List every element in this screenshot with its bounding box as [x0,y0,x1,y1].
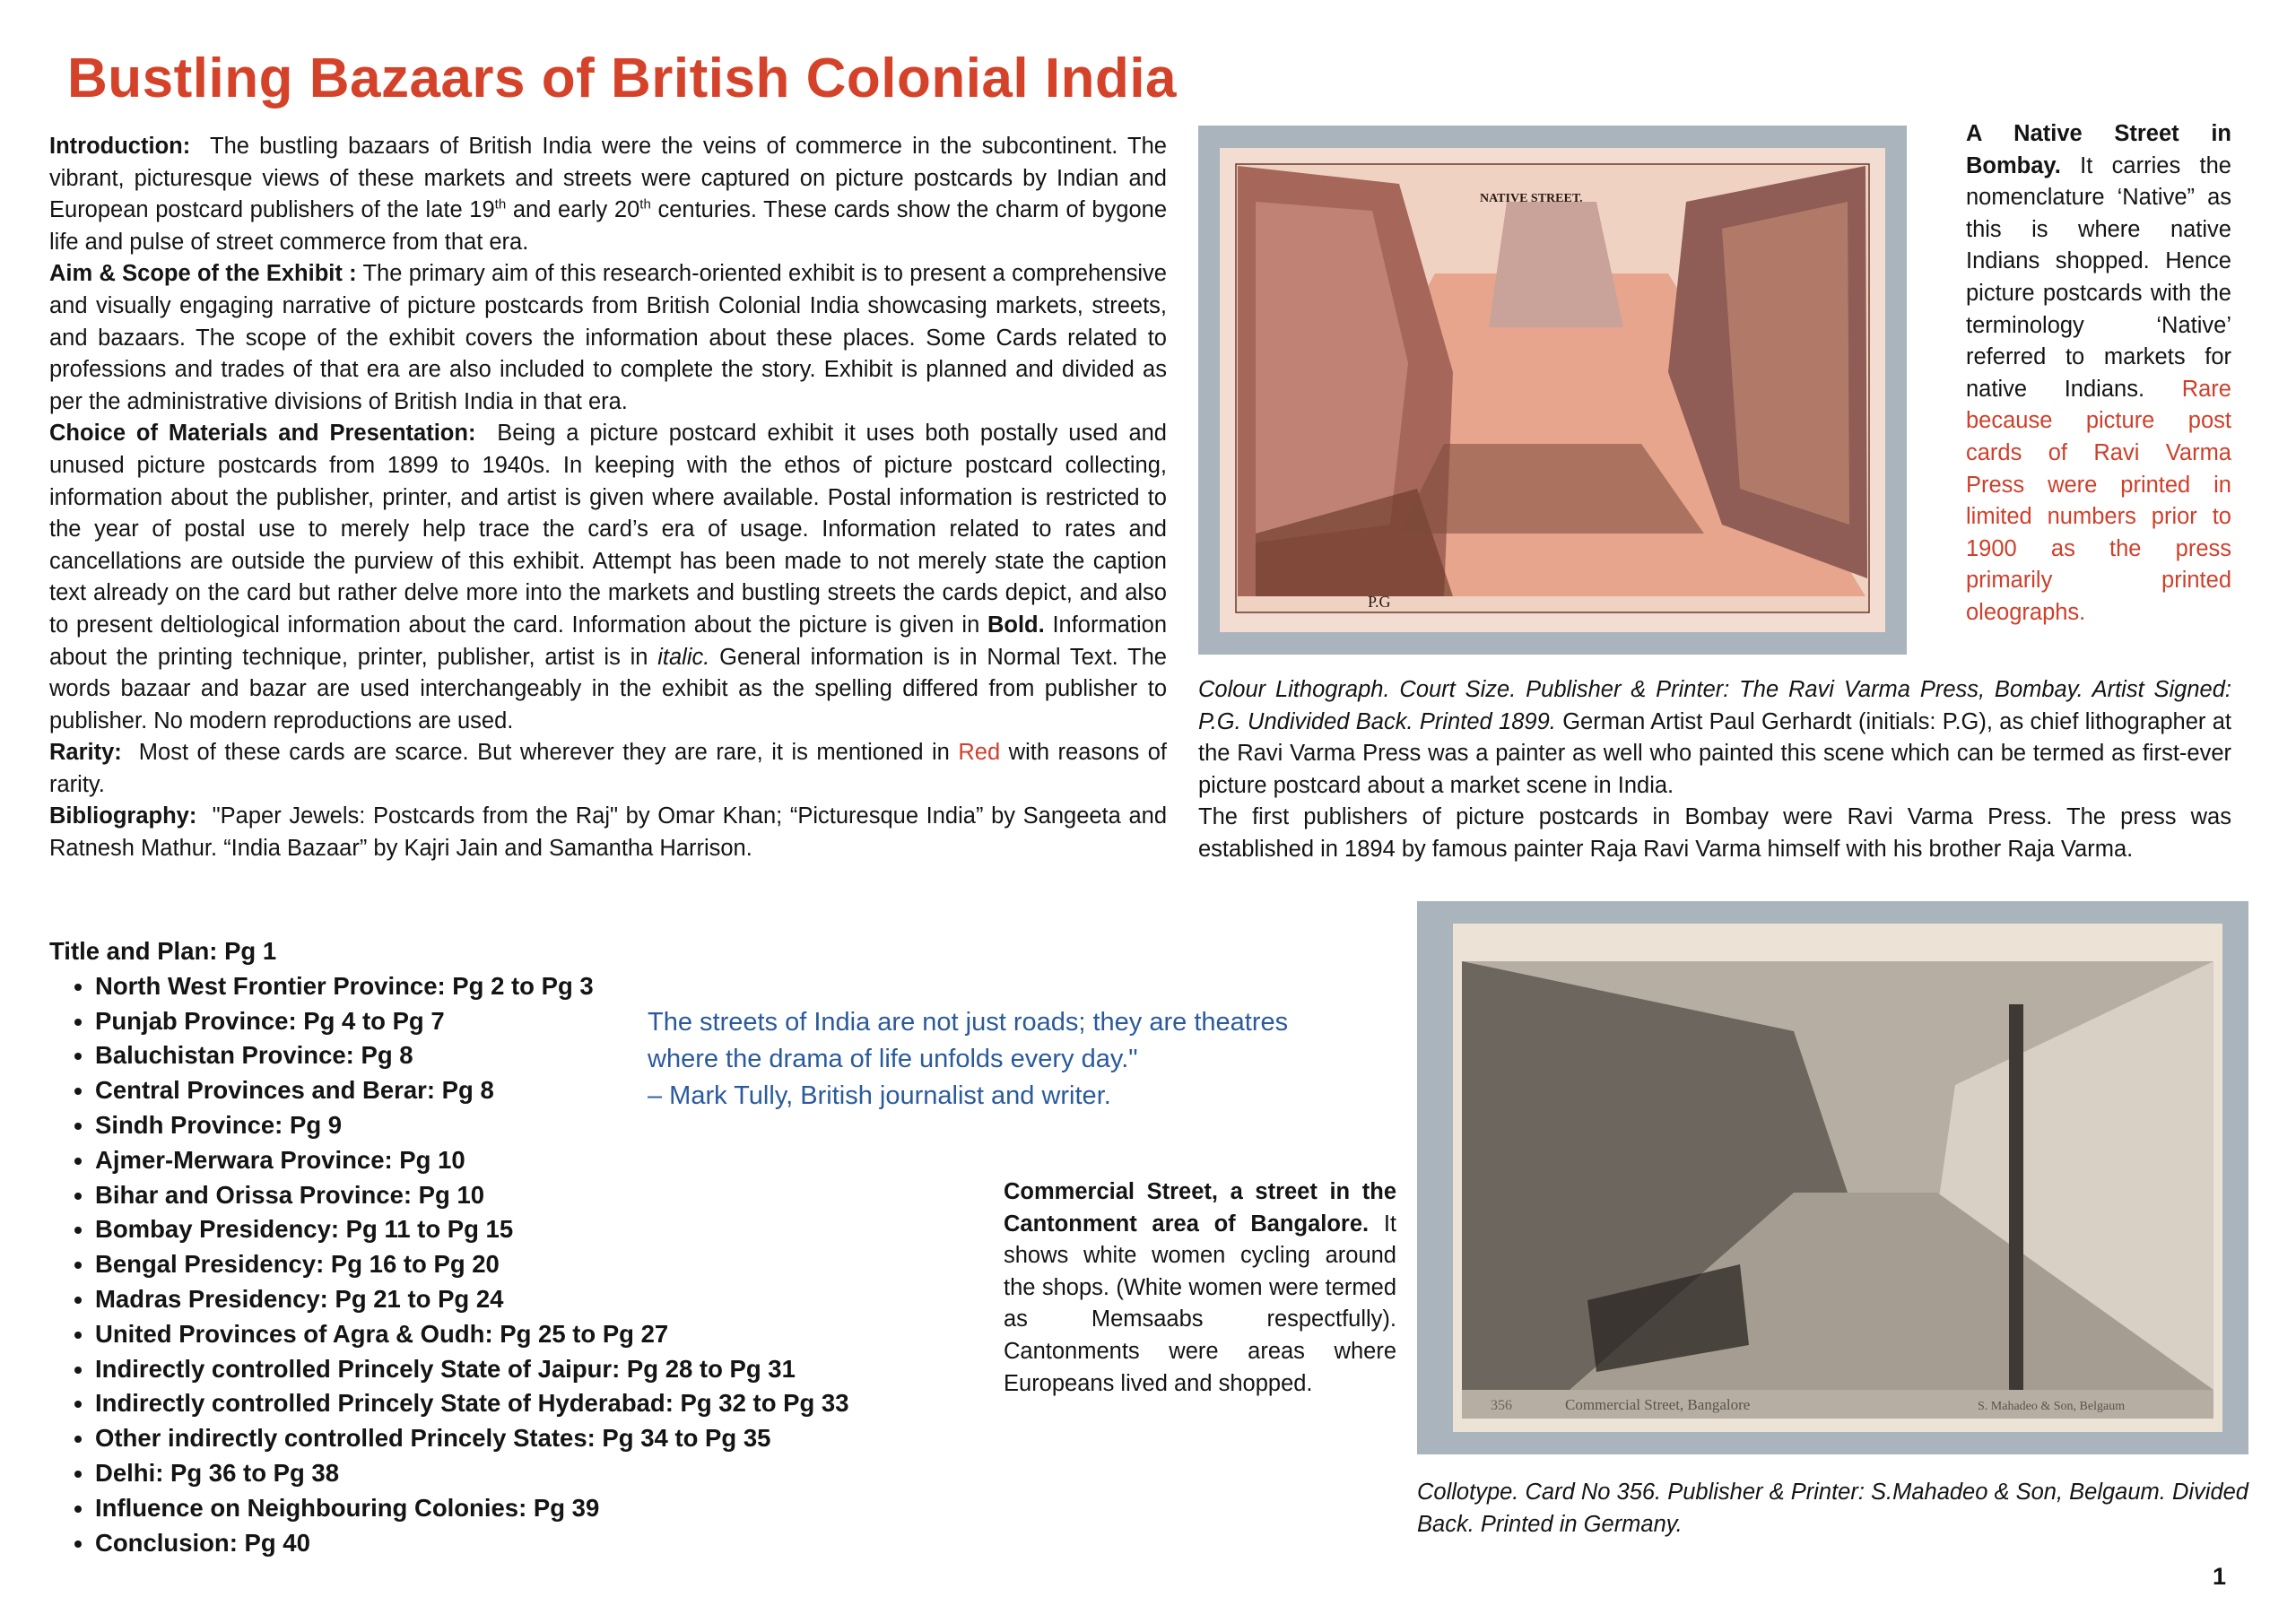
commercial-street-photo [1453,924,2222,1432]
commercial-street-caption: Collotype. Card No 356. Publisher & Printer: S.Mahadeo & Son, Belgaum. Divided Back. Printed in Germany. [1417,1480,2248,1537]
introduction-text-1: The bustling bazaars of British India were the veins of commerce in the subcontinent. The vibrant, picturesque views of these markets and streets were captured on picture postcards by Indian and European postcard publishers of the late 19 [49,134,1167,223]
plan-item: • Central Provinces and Berar: Pg 8 [95,1073,910,1108]
introduction-text-3: centuries. These cards show the charm of bygone life and pulse of street commerce from that era. [49,197,1168,255]
quote-attribution: – Mark Tully, British journalist and writer. [648,1081,1111,1110]
introduction-paragraph [49,131,1167,258]
plan-item: • Other indirectly controlled Princely States: Pg 34 to Pg 35 [95,1421,910,1456]
right-facade [1722,202,1849,525]
plan-item: • Madras Presidency: Pg 21 to Pg 24 [95,1282,910,1317]
plan-item: • Punjab Province: Pg 4 to Pg 7 [95,1004,910,1039]
bibliography-label: Bibliography: [49,803,197,829]
artist-signature: P.G [1368,593,1391,611]
plan-item: • Delhi: Pg 36 to Pg 38 [95,1456,910,1491]
plan-item: • Conclusion: Pg 40 [95,1526,910,1561]
choice-bold-word: Bold. [987,612,1045,638]
introduction-label: Introduction: [49,134,191,159]
native-street-technical-details: Colour Lithograph. Court Size. Publisher & Printer: The Ravi Varma Press, Bombay. Artist Signed: P.G. Undivided Back. Printed 1899. [1198,677,2231,734]
plan-item: • Baluchistan Province: Pg 8 [95,1038,910,1073]
native-street-postcard [1198,126,1907,655]
choice-label: Choice of Materials and Presentation: [49,421,476,447]
quote-line-2: where the drama of life unfolds every day." [648,1045,1138,1073]
rarity-paragraph [49,737,1167,801]
aim-text: The primary aim of this research-oriented exhibit is to present a comprehensive and visually engaging narrative of picture postcards from British Colonial India showcasing markets, streets, and bazaars. The scope of the exhibit covers the information about these places. Some Cards related to professions and trades of that era are also included to complete the story. Exhibit is planned and divided as per the administrative divisions of British India in that era. [49,261,1167,414]
introduction-text-2: and early 20 [506,197,640,223]
rarity-red-word: Red [958,740,1001,766]
rarity-text-2: with reasons of rarity. [49,740,1168,797]
commercial-street-text: It shows white women cycling around the shops. (White women were termed as Memsaabs respectfully). Cantonments were areas where Europeans lived and shopped. [1004,1211,1396,1396]
plan-item: • Indirectly controlled Princely State of Hyderabad: Pg 32 to Pg 33 [95,1386,910,1421]
plan-item: • Influence on Neighbouring Colonies: Pg 39 [95,1491,910,1526]
introduction-sup-1: th [494,196,507,213]
native-street-description [1966,118,2231,629]
plan-item: • Ajmer-Merwara Province: Pg 10 [95,1143,910,1178]
native-street-illustration [1220,148,1885,632]
choice-italic-word: italic. [657,644,710,670]
lamp-post [2009,1004,2023,1390]
native-street-publisher-note: The first publishers of picture postcards in Bombay were Ravi Varma Press. The press was established in 1894 by famous painter Raja Ravi Varma himself with his brother Raja Varma. [1198,804,2231,862]
commercial-street-description [1004,1176,1396,1400]
native-street-artist-note: German Artist Paul Gerhardt (initials: P.G), as chief lithographer at the Ravi Varma Press was a painter as well who painted this scene which can be termed as first-ever picture postcard about a market scene in India. [1198,708,2232,798]
native-street-text: It carries the nomenclature ‘Native” as this is where native Indians shopped. Hence picture postcards with the terminology ‘Native’ referred to markets for native Indians. [1966,152,2231,402]
native-street-caption [1198,674,2231,866]
plan-item: • Indirectly controlled Princely State of Jaipur: Pg 28 to Pg 31 [95,1352,910,1387]
choice-text-2: Information about the printing technique, printer, publisher, artist is in [49,612,1167,670]
native-street-printed-caption: NATIVE STREET. [1480,192,1583,205]
choice-text-3: General information is in Normal Text. The words bazaar and bazar are used interchangeably in the exhibit as the spelling differed from publisher to publisher. No modern reproductions are used. [49,644,1167,733]
commercial-street-title: Commercial Street, a street in the Cantonment area of Bangalore. [1004,1179,1396,1237]
commercial-street-postcard [1417,901,2248,1454]
plan-item: • North West Frontier Province: Pg 2 to Pg 3 [95,969,910,1004]
aim-paragraph [49,258,1167,418]
native-street-title: A Native Street in Bombay. [1966,121,2231,178]
quote-line-1: The streets of India are not just roads; they are theatres [648,1008,1289,1037]
page-number: 1 [2213,1563,2227,1590]
bibliography-text: "Paper Jewels: Postcards from the Raj" by Omar Khan; “Picturesque India” by Sangeeta and Ratnesh Mathur. “India Bazaar” by Kajri Jain and Samantha Harrison. [49,803,1167,862]
printed-publisher: S. Mahadeo & Son, Belgaum [1978,1400,2126,1413]
card-number: 356 [1491,1398,1512,1413]
choice-paragraph [49,418,1167,737]
bibliography-paragraph [49,801,1167,864]
introduction-column [49,131,1167,865]
introduction-sup-2: th [639,196,651,213]
rarity-text-1: Most of these cards are scarce. But wherever they are rare, it is mentioned in [138,740,950,766]
commercial-street-printed-caption: Commercial Street, Bangalore [1565,1396,1751,1413]
plan-item: • Sindh Province: Pg 9 [95,1108,910,1143]
plan-item: • Bihar and Orissa Province: Pg 10 [95,1178,910,1213]
native-street-rarity: Rare because picture post cards of Ravi Varma Press were printed in limited numbers prior to 1900 as the press primarily printed oleographs. [1966,376,2231,625]
plan-item: • Bengal Presidency: Pg 16 to Pg 20 [95,1247,910,1282]
page-title: Bustling Bazaars of British Colonial India [67,48,1178,109]
aim-label: Aim & Scope of the Exhibit : [49,261,357,287]
mark-tully-quote [648,1004,1410,1115]
plan-heading: Title and Plan: Pg 1 [49,937,277,965]
choice-text-1: Being a picture postcard exhibit it uses both postally used and unused picture postcards from 1899 to 1940s. In keeping with the ethos of picture postcard collecting, information about the publisher, printer, and artist is given where available. Postal information is restricted to the year of postal use to merely help trace the card’s era of usage. Information related to rates and cancellations are outside the purview of this exhibit. Attempt has been made to not merely state the caption text already on the card but rather delve more into the markets and bustling streets the cards depict, and also to present deltiological information about the card. Information about the picture is given in [49,421,1167,638]
rarity-label: Rarity: [49,740,122,766]
plan-item: • United Provinces of Agra & Oudh: Pg 25 to Pg 27 [95,1317,910,1352]
plan-item: • Bombay Presidency: Pg 11 to Pg 15 [95,1212,910,1247]
